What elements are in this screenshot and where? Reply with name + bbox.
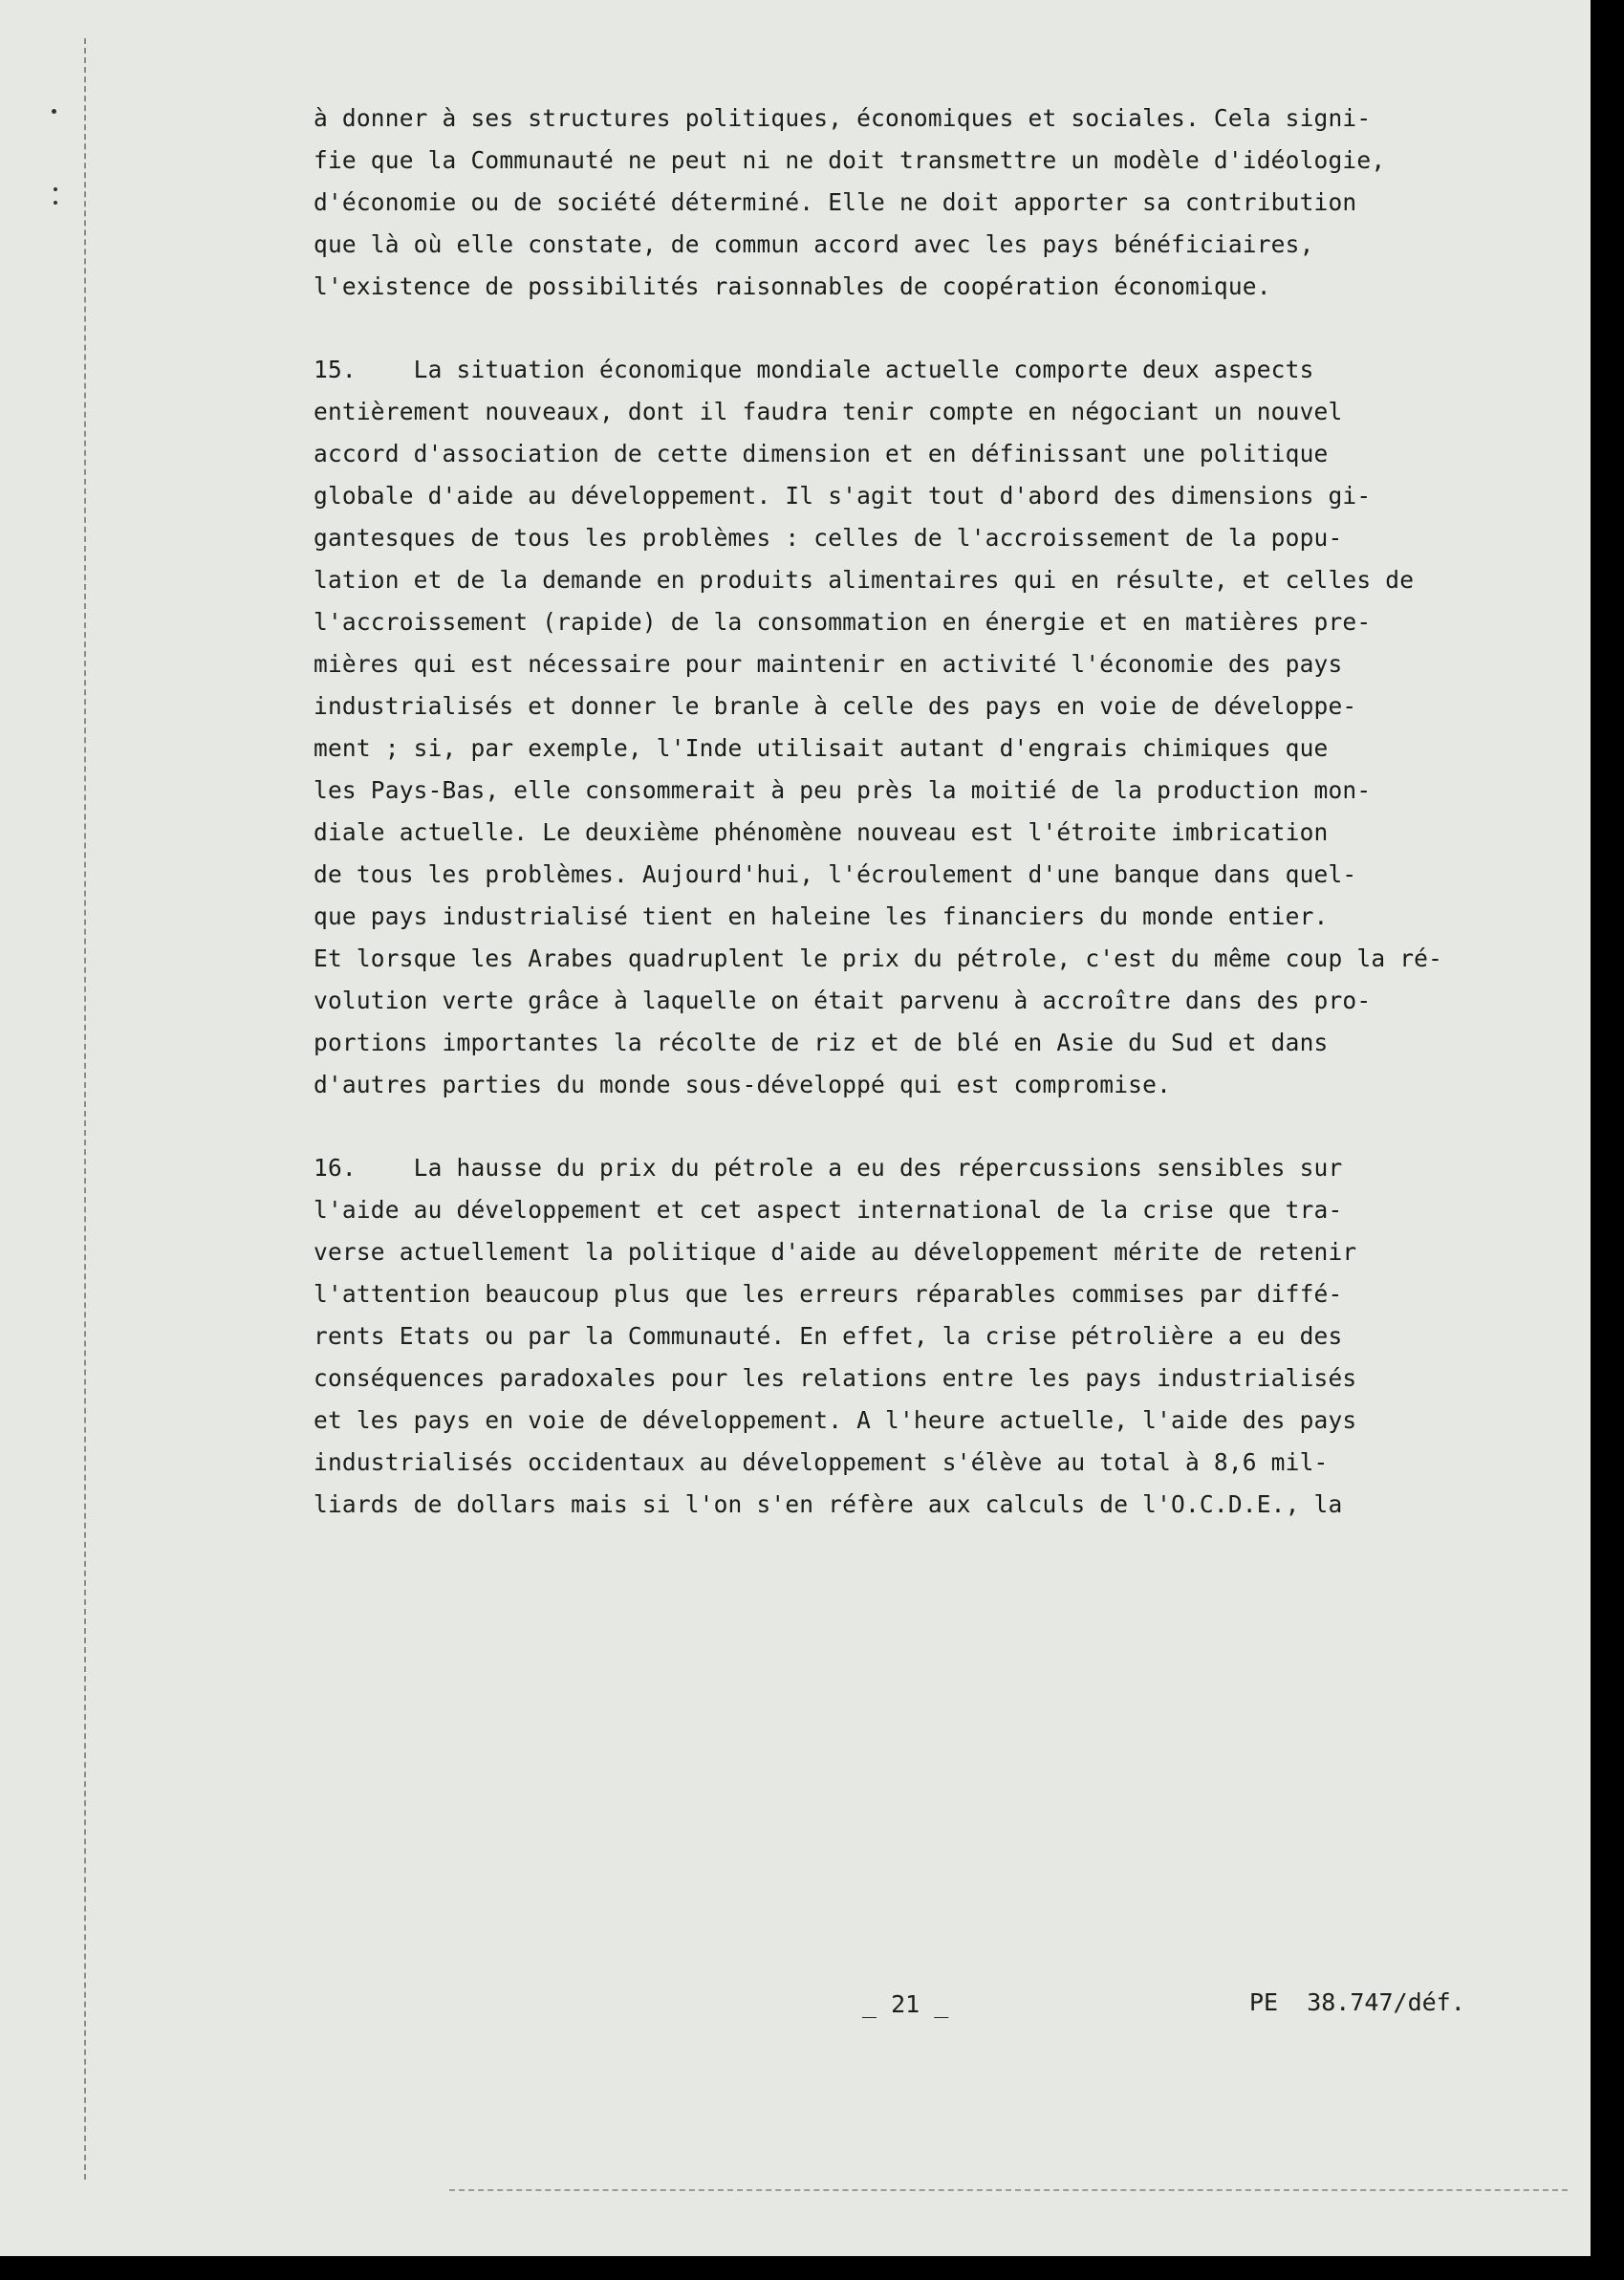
text-line: l'existence de possibilités raisonnables de coopération économique.	[314, 272, 1271, 300]
bottom-rule	[449, 2189, 1568, 2191]
text-line: globale d'aide au développement. Il s'agit tout d'abord des dimensions gi-	[314, 482, 1372, 510]
text-line: mières qui est nécessaire pour maintenir en activité l'économie des pays	[314, 650, 1343, 678]
text-line: ment ; si, par exemple, l'Inde utilisait autant d'engrais chimiques que	[314, 734, 1329, 762]
text-line: les Pays-Bas, elle consommerait à peu près la moitié de la production mon-	[314, 776, 1372, 804]
text-line: volution verte grâce à laquelle on était parvenu à accroître dans des pro-	[314, 987, 1372, 1014]
text-line: de tous les problèmes. Aujourd'hui, l'écroulement d'une banque dans quel-	[314, 860, 1357, 888]
text-line: liards de dollars mais si l'on s'en réfère aux calculs de l'O.C.D.E., la	[314, 1490, 1343, 1518]
text-line: l'aide au développement et cet aspect international de la crise que tra-	[314, 1196, 1343, 1224]
text-line: Et lorsque les Arabes quadruplent le prix du pétrole, c'est du même coup la ré-	[314, 945, 1443, 972]
text-line: et les pays en voie de développement. A l'heure actuelle, l'aide des pays	[314, 1406, 1357, 1434]
text-line: portions importantes la récolte de riz et de blé en Asie du Sud et dans	[314, 1029, 1329, 1056]
text-line: d'économie ou de société déterminé. Elle ne doit apporter sa contribution	[314, 188, 1357, 216]
document-reference: PE 38.747/déf.	[1249, 1988, 1465, 2016]
margin-speck	[54, 187, 57, 191]
text-line: l'attention beaucoup plus que les erreurs réparables commises par diffé-	[314, 1280, 1343, 1308]
text-line: 16. La hausse du prix du pétrole a eu des répercussions sensibles sur	[314, 1154, 1343, 1182]
text-line: lation et de la demande en produits alimentaires qui en résulte, et celles de	[314, 566, 1415, 594]
text-line: d'autres parties du monde sous-développé qui est compromise.	[314, 1071, 1172, 1098]
text-line: l'accroissement (rapide) de la consommation en énergie et en matières pre-	[314, 608, 1372, 636]
page-number: _ 21 _	[862, 1990, 949, 2018]
text-line: verse actuellement la politique d'aide au développement mérite de retenir	[314, 1238, 1357, 1266]
text-line: entièrement nouveaux, dont il faudra tenir compte en négociant un nouvel	[314, 398, 1343, 425]
paragraph	[314, 98, 1547, 308]
text-line: que là où elle constate, de commun accord avec les pays bénéficiaires,	[314, 230, 1314, 258]
margin-speck	[54, 201, 57, 205]
body-text	[314, 98, 1547, 1526]
paragraph-16	[314, 1147, 1547, 1526]
text-line: à donner à ses structures politiques, économiques et sociales. Cela signi-	[314, 104, 1372, 132]
text-line: gantesques de tous les problèmes : celles de l'accroissement de la popu-	[314, 524, 1343, 552]
text-line: que pays industrialisé tient en haleine les financiers du monde entier.	[314, 902, 1329, 930]
text-line: diale actuelle. Le deuxième phénomène nouveau est l'étroite imbrication	[314, 818, 1329, 846]
text-line: industrialisés occidentaux au développement s'élève au total à 8,6 mil-	[314, 1448, 1329, 1476]
text-line: industrialisés et donner le branle à celle des pays en voie de développe-	[314, 692, 1357, 720]
text-line: rents Etats ou par la Communauté. En effet, la crise pétrolière a eu des	[314, 1322, 1343, 1350]
text-line: accord d'association de cette dimension et en définissant une politique	[314, 440, 1329, 467]
text-line: conséquences paradoxales pour les relations entre les pays industrialisés	[314, 1364, 1357, 1392]
text-line: fie que la Communauté ne peut ni ne doit transmettre un modèle d'idéologie,	[314, 146, 1386, 174]
paragraph-15	[314, 349, 1547, 1106]
left-margin-rule	[84, 38, 86, 2180]
text-line: 15. La situation économique mondiale actuelle comporte deux aspects	[314, 356, 1314, 383]
margin-speck	[52, 109, 56, 114]
